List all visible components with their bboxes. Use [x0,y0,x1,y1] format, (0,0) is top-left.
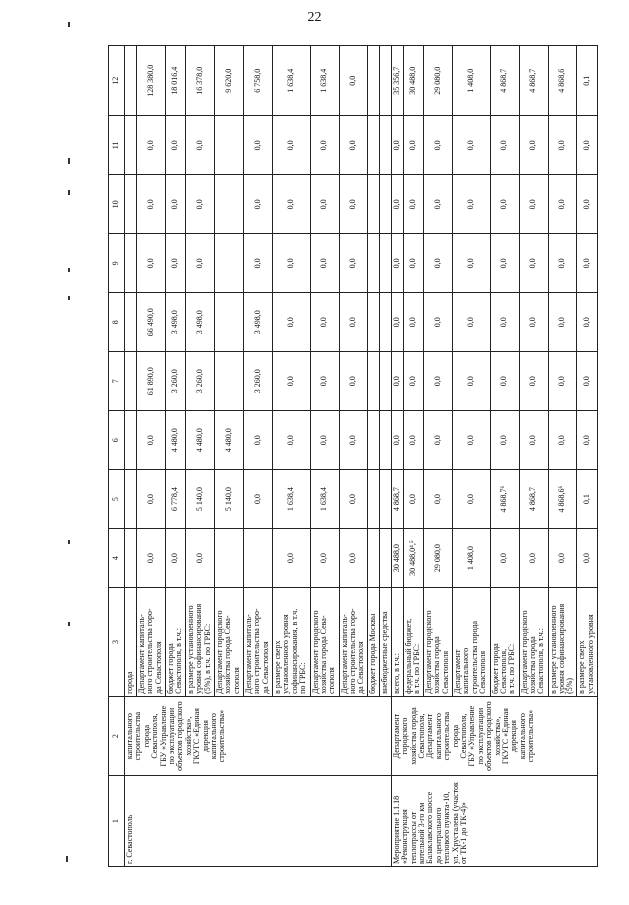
column-header: 2 [109,696,125,775]
year-value-cell: 0,0 [186,175,215,234]
year-value-cell: 0,0 [548,293,577,352]
year-value-cell: 0,0 [403,175,423,234]
year-value-cell: 0,0 [577,234,598,293]
year-value-cell [368,352,380,411]
year-value-cell: 0,0 [490,411,519,470]
year-value-cell: 4 480,0 [186,411,215,470]
year-value-cell: 0,0 [186,116,215,175]
header-row [109,46,125,867]
funding-source-cell: Департамент капиталь- ного строительства горо- да Севастополя [136,588,165,697]
year-value-cell [368,234,380,293]
year-value-cell: 0,0 [136,529,165,588]
total-value-cell: 128 380,0 [136,46,165,116]
year-value-cell: 0,0 [310,234,339,293]
responsible-executor-cell: Департамент городского хозяйства города Севастополя, Департамент капитального строительства города Севастополя, ГБУ «Управление по эксплуатации объектов городского хозяйства», ГКУГС «Единая дирекция капитального строительства» [391,696,597,775]
year-value-cell: 0,0 [339,411,368,470]
year-value-cell: 66 490,0 [136,293,165,352]
year-value-cell: 0,0 [391,116,403,175]
total-value-cell: 6 758,0 [243,46,272,116]
year-value-cell: 0,0 [272,234,310,293]
year-value-cell: 0,0 [403,116,423,175]
scan-mark [68,540,70,544]
year-value-cell: 6 778,4 [165,470,185,529]
year-value-cell [368,411,380,470]
year-value-cell: 0,0 [452,352,490,411]
year-value-cell: 0,0 [423,116,452,175]
column-header: 8 [109,293,125,352]
year-value-cell: 0,0 [490,529,519,588]
year-value-cell: 0,0 [577,411,598,470]
total-value-cell: 1 638,4 [310,46,339,116]
program-item-cell: Мероприятие 1.1.18 «Реконструкция теплотрассы от котельной 3-го км Балаклавского шоссе до центрального теплового пункта-10, ул. Хрусталева (участок от ТК-1 до ТК-4)» [391,776,597,867]
year-value-cell: 0,0 [310,175,339,234]
year-value-cell: 0,0 [423,175,452,234]
year-value-cell: 0,0 [577,529,598,588]
year-value-cell: 0,0 [272,293,310,352]
year-value-cell: 30 488,0⁴,⁵ [403,529,423,588]
year-value-cell: 0,0 [423,293,452,352]
total-value-cell [125,46,137,116]
year-value-cell [125,116,137,175]
responsible-executor-cell: капитального строительства города Севастополя, ГБУ «Управление по эксплуатации объектов городского хозяйства», ГКУГС «Единая дирекция капитального строительства» [125,696,392,775]
year-value-cell: 0,0 [243,234,272,293]
year-value-cell: 0,0 [490,234,519,293]
year-value-cell [125,470,137,529]
program-item-cell: г. Севастополь [125,776,392,867]
year-value-cell [215,175,244,234]
year-value-cell: 0,0 [165,234,185,293]
table-area [108,45,598,867]
column-header: 7 [109,352,125,411]
total-value-cell [368,46,380,116]
year-value-cell [215,234,244,293]
year-value-cell: 4 868,6⁶ [548,470,577,529]
funding-source-cell: Департамент городского хозяйства города Сева- стополя [215,588,244,697]
year-value-cell: 0,0 [339,116,368,175]
year-value-cell [380,529,392,588]
year-value-cell: 4 868,7 [519,470,548,529]
total-value-cell: 4 868,7 [519,46,548,116]
year-value-cell: 0,0 [519,529,548,588]
year-value-cell: 0,0 [272,175,310,234]
year-value-cell [215,352,244,411]
year-value-cell: 0,0 [391,411,403,470]
year-value-cell: 0,0 [136,116,165,175]
total-value-cell: 1 408,0 [452,46,490,116]
year-value-cell [215,293,244,352]
year-value-cell: 0,0 [577,293,598,352]
year-value-cell: 0,0 [310,411,339,470]
year-value-cell [125,411,137,470]
year-value-cell: 0,0 [403,234,423,293]
year-value-cell: 0,0 [310,529,339,588]
scan-mark [68,22,70,27]
year-value-cell [368,529,380,588]
year-value-cell: 0,0 [391,175,403,234]
year-value-cell: 29 080,0 [423,529,452,588]
funding-source-cell: всего, в т.ч.: [391,588,403,697]
funding-source-cell: Департамент капиталь- ного строительства горо- да Севастополя [243,588,272,697]
column-header: 4 [109,529,125,588]
year-value-cell: 0,0 [519,411,548,470]
year-value-cell: 0,0 [452,175,490,234]
year-value-cell: 61 890,0 [136,352,165,411]
year-value-cell: 0,0 [391,293,403,352]
year-value-cell: 4 868,7⁶ [490,470,519,529]
year-value-cell [380,411,392,470]
year-value-cell: 0,0 [548,175,577,234]
year-value-cell [380,234,392,293]
funding-source-cell: федеральный бюджет, в т.ч. по ГРБС: [403,588,423,697]
year-value-cell: 0,0 [391,234,403,293]
column-header: 10 [109,175,125,234]
year-value-cell: 3 260,0 [243,352,272,411]
year-value-cell: 0,0 [243,116,272,175]
total-value-cell: 35 356,7 [391,46,403,116]
year-value-cell: 1 638,4 [272,470,310,529]
column-header: 9 [109,234,125,293]
year-value-cell: 3 260,0 [165,352,185,411]
year-value-cell: 0,1 [577,470,598,529]
year-value-cell [368,470,380,529]
year-value-cell: 0,0 [272,529,310,588]
year-value-cell: 0,0 [548,529,577,588]
page-number: 22 [307,10,322,25]
year-value-cell: 0,0 [548,411,577,470]
funding-source-cell: бюджет города Москвы [368,588,380,697]
year-value-cell: 0,0 [577,352,598,411]
column-header: 3 [109,588,125,697]
total-value-cell: 16 378,0 [186,46,215,116]
column-header: 6 [109,411,125,470]
funding-source-cell: в размере сверх установленного уровня [577,588,598,697]
year-value-cell: 0,0 [243,470,272,529]
year-value-cell: 0,0 [548,116,577,175]
table-row [125,46,137,867]
total-value-cell: 4 868,7 [490,46,519,116]
year-value-cell: 0,0 [519,175,548,234]
scan-mark [68,622,70,626]
year-value-cell: 3 498,0 [243,293,272,352]
year-value-cell: 0,0 [519,234,548,293]
funding-source-cell: в размере установленного уровня софинансирования (5%), в т.ч. по ГРБС: [186,588,215,697]
year-value-cell [215,116,244,175]
year-value-cell: 0,0 [339,293,368,352]
year-value-cell: 0,0 [452,293,490,352]
year-value-cell: 0,0 [423,352,452,411]
column-header: 12 [109,46,125,116]
year-value-cell: 0,0 [423,470,452,529]
total-value-cell [380,46,392,116]
year-value-cell: 0,0 [272,411,310,470]
year-value-cell: 0,0 [490,116,519,175]
budget-table [108,45,598,867]
year-value-cell: 4 868,7 [391,470,403,529]
year-value-cell [243,529,272,588]
year-value-cell: 5 140,0 [215,470,244,529]
funding-source-cell: Департамент городского хозяйства города Севастополя [423,588,452,697]
year-value-cell: 0,0 [403,411,423,470]
total-value-cell: 4 868,6 [548,46,577,116]
scan-mark [68,190,70,195]
table-row [391,46,403,867]
year-value-cell: 0,0 [519,116,548,175]
year-value-cell [368,293,380,352]
funding-source-cell: Департамент городского хозяйства города Севастополя, в т.ч.: [519,588,548,697]
year-value-cell [125,293,137,352]
year-value-cell: 0,0 [165,175,185,234]
year-value-cell: 0,0 [423,411,452,470]
year-value-cell: 0,0 [339,234,368,293]
year-value-cell [380,293,392,352]
year-value-cell [380,175,392,234]
funding-source-cell: бюджет города Севастополя, в т.ч. по ГРБС: [490,588,519,697]
total-value-cell: 29 080,0 [423,46,452,116]
year-value-cell: 0,0 [391,352,403,411]
year-value-cell: 1 408,0 [452,529,490,588]
year-value-cell: 0,0 [403,293,423,352]
year-value-cell: 0,0 [423,234,452,293]
total-value-cell: 18 016,4 [165,46,185,116]
funding-source-cell: в размере сверх установленного уровня софинансирования, в т.ч. по ГРБС: [272,588,310,697]
year-value-cell: 0,0 [186,234,215,293]
total-value-cell: 9 620,0 [215,46,244,116]
year-value-cell: 4 480,0 [165,411,185,470]
year-value-cell: 0,0 [186,529,215,588]
year-value-cell: 0,0 [519,352,548,411]
year-value-cell [368,175,380,234]
year-value-cell: 0,0 [577,175,598,234]
year-value-cell: 3 260,0 [186,352,215,411]
year-value-cell: 0,0 [577,116,598,175]
year-value-cell: 0,0 [243,175,272,234]
funding-source-cell: внебюджетные средства [380,588,392,697]
scan-mark [68,268,70,272]
year-value-cell: 1 638,4 [310,470,339,529]
rotated-table-wrapper [108,45,598,867]
year-value-cell: 0,0 [310,116,339,175]
year-value-cell: 0,0 [452,116,490,175]
year-value-cell: 0,0 [136,234,165,293]
year-value-cell: 30 488,0 [391,529,403,588]
table-body [125,46,598,867]
total-value-cell: 0,0 [339,46,368,116]
year-value-cell: 0,0 [243,411,272,470]
year-value-cell [380,470,392,529]
year-value-cell [125,175,137,234]
year-value-cell: 0,0 [452,470,490,529]
funding-source-cell: Департамент капитального строительства города Севастополя [452,588,490,697]
year-value-cell: 0,0 [310,293,339,352]
year-value-cell: 0,0 [548,352,577,411]
year-value-cell: 0,0 [165,529,185,588]
year-value-cell: 0,0 [339,175,368,234]
year-value-cell: 0,0 [490,175,519,234]
column-header: 5 [109,470,125,529]
year-value-cell: 0,0 [403,352,423,411]
total-value-cell: 1 638,4 [272,46,310,116]
year-value-cell [380,352,392,411]
year-value-cell: 3 498,0 [165,293,185,352]
year-value-cell [215,529,244,588]
year-value-cell: 0,0 [339,352,368,411]
year-value-cell: 0,0 [452,234,490,293]
column-header: 1 [109,776,125,867]
funding-source-cell: Департамент капиталь- ного строительства горо- да Севастополя [339,588,368,697]
year-value-cell: 0,0 [165,116,185,175]
year-value-cell: 0,0 [490,293,519,352]
year-value-cell: 0,0 [272,352,310,411]
year-value-cell [380,116,392,175]
scan-mark [68,158,70,164]
year-value-cell: 0,0 [403,470,423,529]
year-value-cell: 0,0 [272,116,310,175]
year-value-cell [125,529,137,588]
year-value-cell: 5 140,0 [186,470,215,529]
year-value-cell: 0,0 [339,529,368,588]
year-value-cell: 0,0 [339,470,368,529]
column-header: 11 [109,116,125,175]
year-value-cell [125,234,137,293]
year-value-cell: 4 480,0 [215,411,244,470]
year-value-cell: 0,0 [136,175,165,234]
total-value-cell: 30 488,0 [403,46,423,116]
funding-source-cell: бюджет города Севастополя, в т.ч.: [165,588,185,697]
year-value-cell: 0,0 [136,470,165,529]
year-value-cell: 0,0 [490,352,519,411]
year-value-cell: 0,0 [548,234,577,293]
year-value-cell: 0,0 [452,411,490,470]
year-value-cell [125,352,137,411]
year-value-cell: 0,0 [310,352,339,411]
year-value-cell: 0,0 [136,411,165,470]
scan-mark [66,856,68,862]
year-value-cell [368,116,380,175]
funding-source-cell: Департамент городского хозяйства города Сева- стополя [310,588,339,697]
total-value-cell: 0,1 [577,46,598,116]
scan-mark [68,296,70,300]
funding-source-cell: города [125,588,137,697]
year-value-cell: 3 498,0 [186,293,215,352]
funding-source-cell: в размере установленного уровня софинансирования (5%) [548,588,577,697]
year-value-cell: 0,0 [519,293,548,352]
